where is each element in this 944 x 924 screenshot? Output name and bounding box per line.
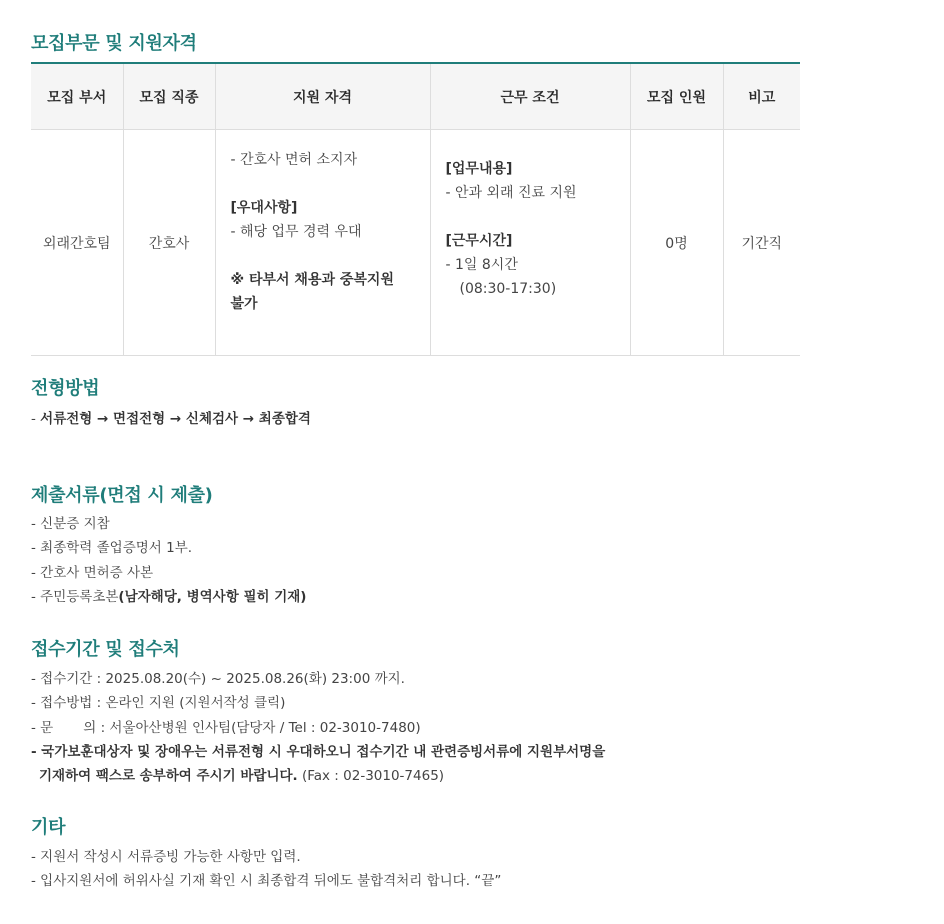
header-job: 모집 직종 [123, 63, 215, 130]
reception-period: - 접수기간 : 2025.08.20(수) ~ 2025.08.26(화) 23:00 까지. [31, 671, 405, 687]
hours-line2: (08:30-17:30) [459, 281, 557, 297]
header-conditions: 근무 조건 [430, 63, 630, 130]
process-steps-text: 서류전형 → 면접전형 → 신체검사 → 최종합격 [40, 411, 311, 427]
process-steps [31, 407, 311, 431]
process-section-title: 전형방법 [31, 378, 100, 399]
header-headcount: 모집 인원 [630, 63, 723, 130]
cell-department: 외래간호팀 [31, 130, 123, 356]
header-remarks: 비고 [723, 63, 800, 130]
etc-list [31, 845, 501, 894]
list-item: - 지원서 작성시 서류증빙 가능한 사항만 입력. [31, 849, 301, 865]
preferred-line: - 해당 업무 경력 우대 [230, 224, 362, 240]
header-qualification: 지원 자격 [215, 63, 430, 130]
hours-line1: - 1일 8시간 [445, 257, 518, 273]
veteran-note-bold: 기재하여 팩스로 송부하여 주시기 바랍니다. [39, 768, 298, 785]
reception-inquiry: - 문 의 : 서울아산병원 인사팀(담당자 / Tel : 02-3010-7480) [31, 719, 421, 736]
cell-job: 간호사 [123, 130, 215, 356]
table-header-row [31, 63, 800, 130]
list-item [31, 585, 306, 609]
preferred-label: [우대사항] [230, 200, 298, 216]
cell-qualification [215, 130, 430, 356]
etc-section-title: 기타 [31, 817, 66, 838]
cell-remarks: 기간직 [723, 130, 800, 356]
duplicate-note-line1: ※ 타부서 채용과 중복지원 [230, 272, 394, 288]
veteran-note-line1: - 국가보훈대상자 및 장애우는 서류전형 시 우대하오니 접수기간 내 관련증빙서류에 지원부서명을 [31, 743, 606, 760]
cell-conditions [430, 130, 630, 356]
duplicate-note-line2: 불가 [230, 296, 258, 312]
reception-section-title: 접수기간 및 접수처 [31, 639, 180, 660]
documents-list [31, 512, 306, 609]
recruit-section-title: 모집부문 및 지원자격 [31, 33, 197, 54]
list-item: - 입사지원서에 허위사실 기재 확인 시 최종합격 뒤에도 불합격처리 합니다. “끝” [31, 873, 502, 890]
veteran-note-line2 [31, 764, 605, 788]
cell-headcount: 0명 [630, 130, 723, 356]
list-item: - 최종학력 졸업증명서 1부. [31, 540, 193, 557]
reception-list [31, 667, 605, 788]
table-row [31, 130, 800, 356]
list-item: - 신분증 지참 [31, 516, 110, 532]
header-department: 모집 부서 [31, 63, 123, 130]
fax-number: (Fax : 02-3010-7465) [297, 768, 445, 785]
list-item: - 간호사 면허증 사본 [31, 564, 154, 581]
qualification-line: - 간호사 면허 소지자 [230, 152, 358, 168]
recruit-table [31, 62, 800, 356]
documents-section-title: 제출서류(면접 시 제출) [31, 485, 213, 506]
reception-method: - 접수방법 : 온라인 지원 (지원서작성 클릭) [31, 695, 286, 712]
process-prefix: - [31, 411, 41, 427]
hours-label: [근무시간] [445, 233, 513, 249]
document-item-bold: (남자해당, 병역사항 필히 기재) [118, 588, 307, 605]
document-item-plain: - 주민등록초본 [31, 588, 119, 605]
duty-label: [업무내용] [445, 161, 513, 177]
duty-line: - 안과 외래 진료 지원 [445, 185, 577, 201]
